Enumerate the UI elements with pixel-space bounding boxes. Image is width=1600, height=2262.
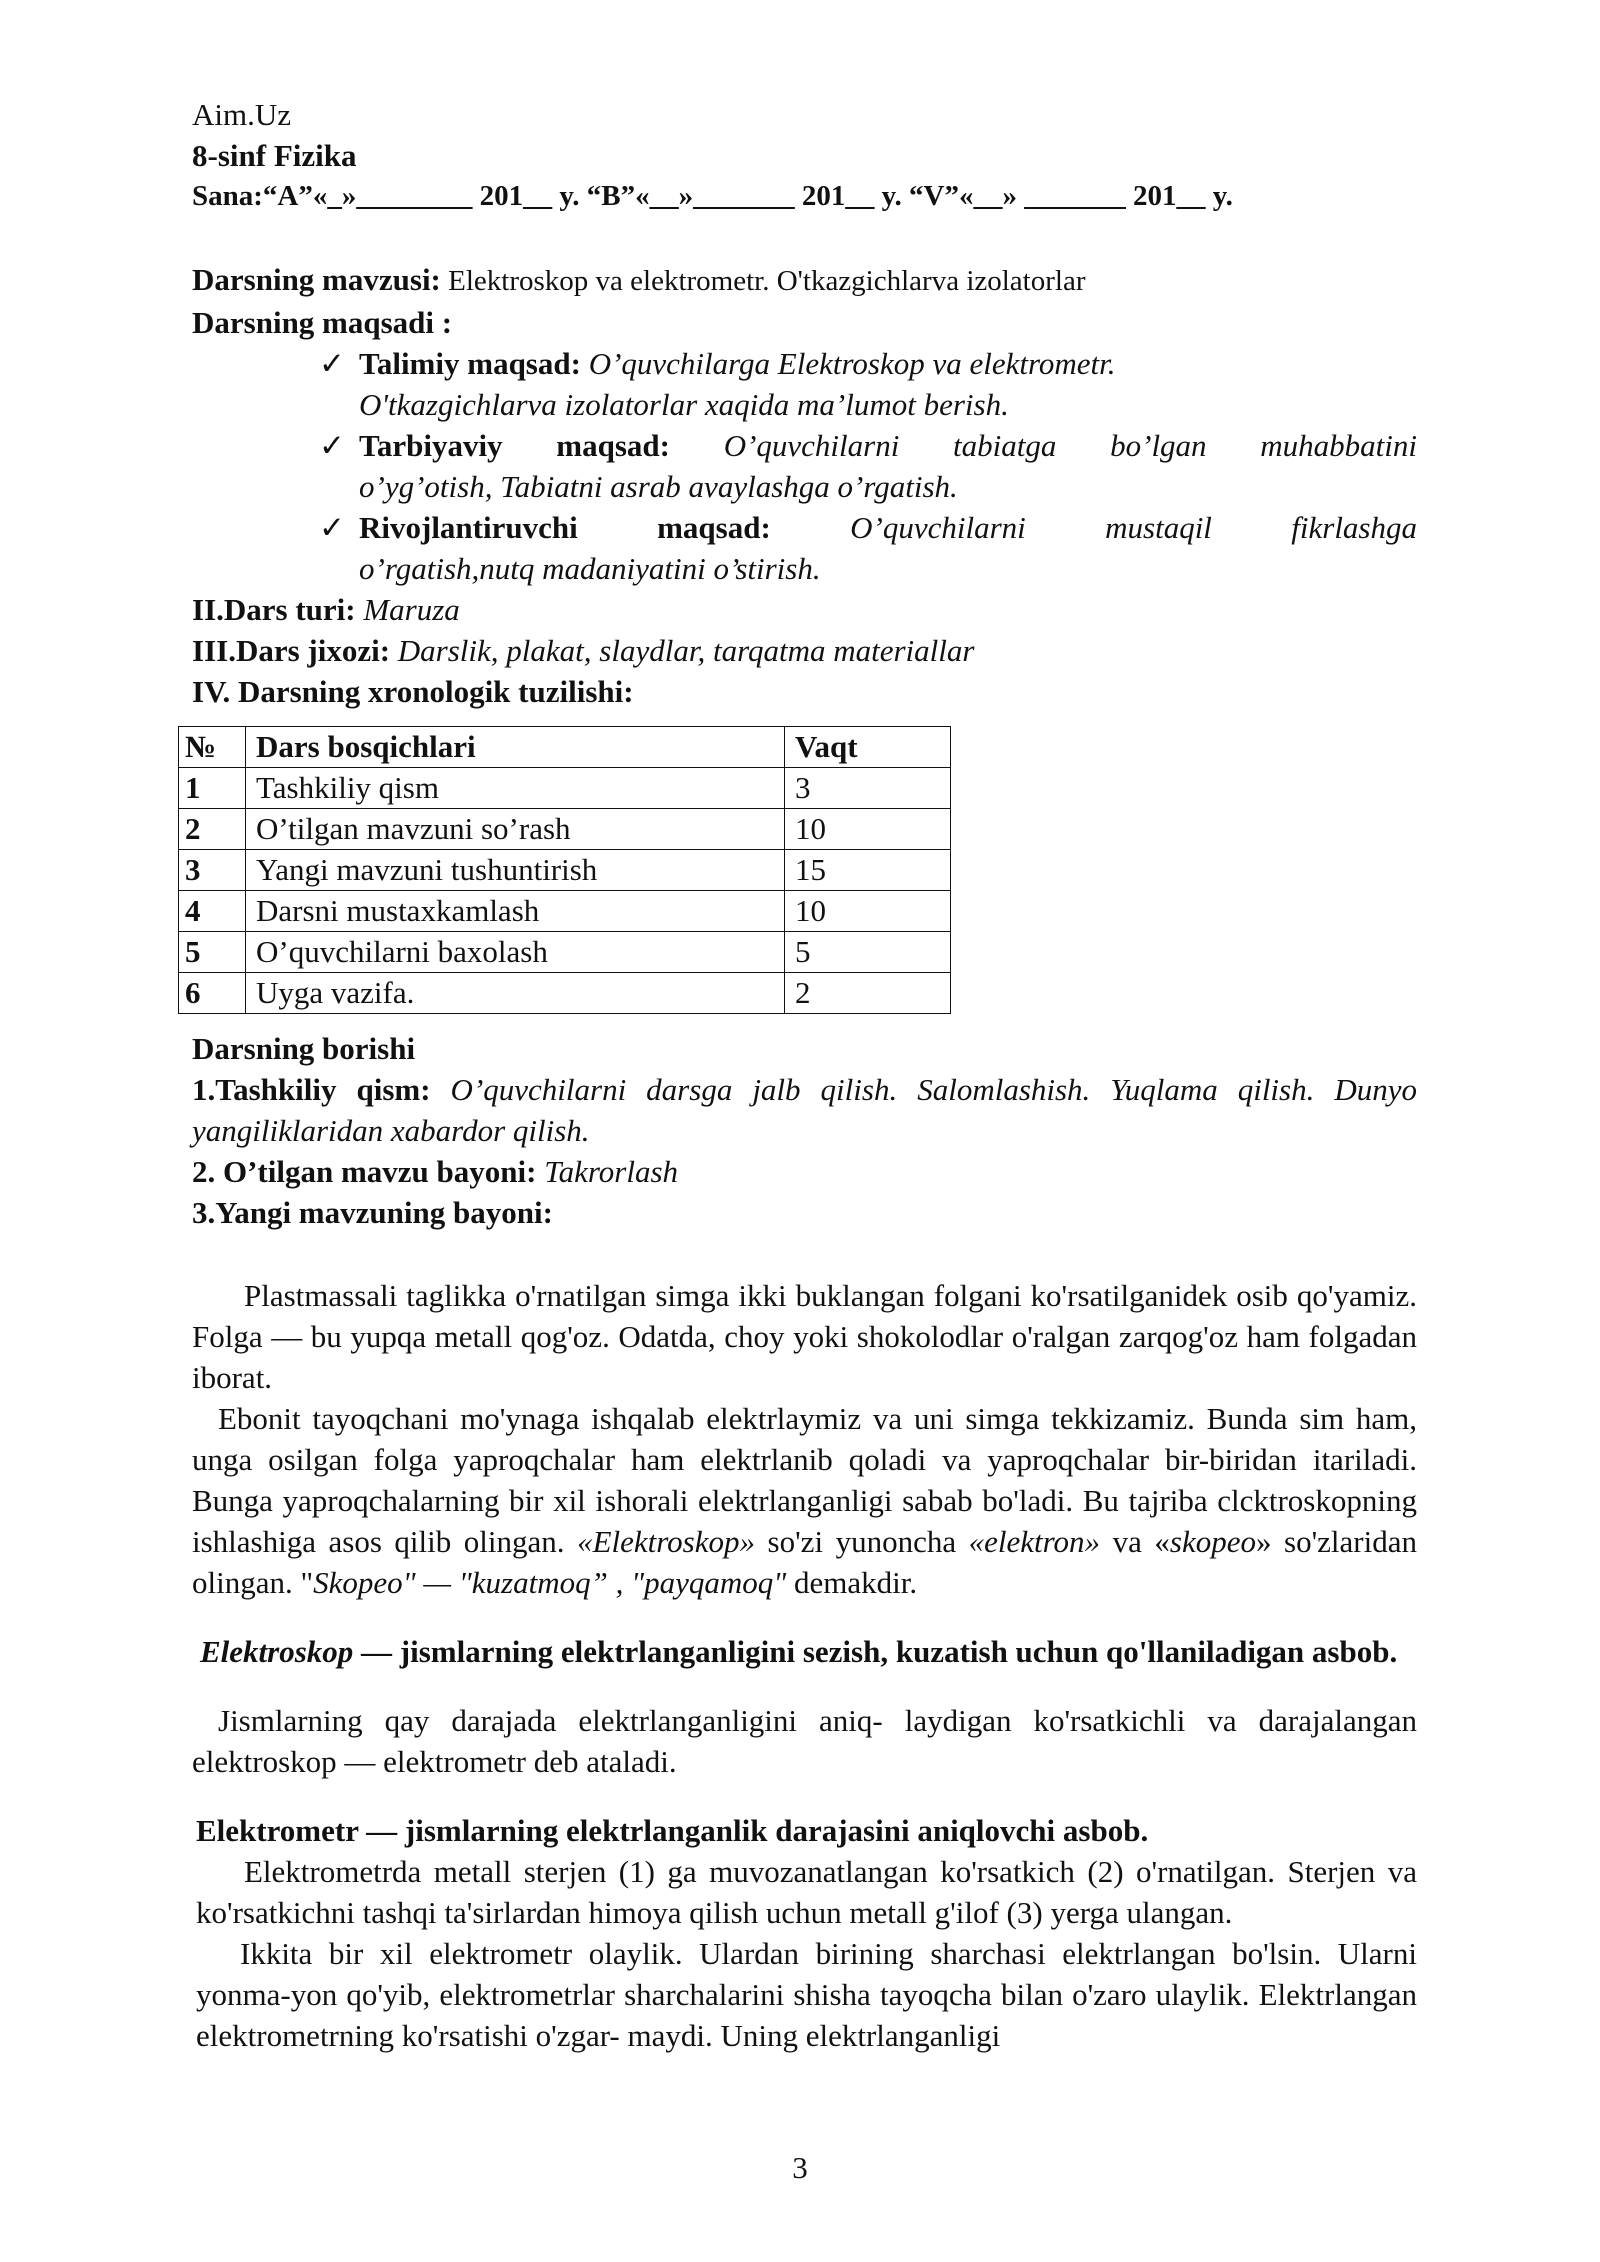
checkmark-icon: ✓ [319, 428, 345, 463]
paragraph-two-electrometers: Ikkita bir xil elektrometr olaylik. Ulardan birining sharchasi elektrlangan bo'lsin. Ularni yonma-yon qo'yib, elektrometrlar sharchalarini shisha tayoqcha bilan o'zaro ulaylik. Elektrlangan elektrometrning ko'rsatishi o'zgar- maydi. Uning elektrlanganligi [196, 1936, 1417, 2053]
org-text: O’quvchilarni darsga jalb qilish. Salomlashish. Yuqlama qilish. Dunyo yangiliklaridan xabardor qilish. [192, 1072, 1418, 1148]
paragraph-foil: Plastmassali taglikka o'rnatilgan simga ikki buklangan folgani ko'rsatilganidek osib qo'yamiz. Folga — bu yupqa metall qog'oz. Odatda, choy yoki shokolodlar o'ralgan zarqog'oz ham folgadan iborat. [192, 1278, 1417, 1395]
chronology-table [178, 726, 951, 1014]
table-cell: 15 [785, 850, 951, 891]
text-run: Ebonit tayoqchani mo'ynaga ishqalab elektrlaymiz va uni simga tekkizamiz. Bunda sim ham, unga osilgan folga yaproqchalar ham elektrlanib qoladi va yaproqchalar bir-biridan itariladi. Bunga yaproqchalarning bir xil ishorali elektrlanganligi sabab bo'ladi. Bu tajriba clcktroskopning ishlashiga asos qilib olingan. [192, 1401, 1417, 1559]
table-cell: O’quvchilarni baxolash [246, 932, 785, 973]
definition-text: — jismlarning elektrlanganligini sezish, kuzatish uchun qo'llaniladigan asbob. [353, 1634, 1398, 1669]
goal-label: Talimiy maqsad: [359, 346, 581, 381]
text-run: skopeo [1169, 1524, 1256, 1559]
previous-topic [192, 1151, 1417, 1192]
site-name: Aim.Uz [192, 97, 292, 132]
spacer [192, 1233, 1417, 1275]
spacer [192, 1603, 1417, 1631]
goals-label: Darsning maqsadi : [192, 305, 453, 340]
equipment-value: Darslik, plakat, slaydlar, tarqatma materiallar [390, 633, 975, 668]
table-cell: 2 [179, 809, 246, 850]
goal-text-cont: O'tkazgichlarva izolatorlar xaqida ma’lumot berish. [359, 387, 1009, 422]
text-run: «elektron» [968, 1524, 1101, 1559]
table-cell: 10 [785, 891, 951, 932]
goal-text: O’quvchilarni mustaqil fikrlashga [770, 510, 1417, 545]
text-run: va « [1100, 1524, 1170, 1559]
table-cell: 6 [179, 973, 246, 1014]
table-cell: Yangi mavzuni tushuntirish [246, 850, 785, 891]
definition-electrometer: Elektrometr — jismlarning elektrlanganlik darajasini aniqlovchi asbob. [196, 1813, 1149, 1848]
checkmark-icon: ✓ [319, 510, 345, 545]
table-row [179, 809, 951, 850]
equipment-label: III.Dars jixozi: [192, 633, 391, 668]
paragraph-electrometer-intro: Jismlarning qay darajada elektrlanganligini aniq- laydigan ko'rsatkichli va darajalangan elektroskop — elektrometr deb ataladi. [192, 1703, 1417, 1779]
spacer [192, 217, 1417, 259]
table-cell: 5 [179, 932, 246, 973]
table-cell: 3 [179, 850, 246, 891]
topic-label: Darsning mavzusi: [192, 262, 441, 297]
organizational-part [192, 1069, 1417, 1151]
org-label: 1.Tashkiliy qism: [192, 1072, 431, 1107]
table-row [179, 891, 951, 932]
goal-label: Tarbiyaviy maqsad: [359, 428, 670, 463]
table-header-cell: № [179, 727, 246, 768]
table-cell: Tashkiliy qism [246, 768, 785, 809]
table-cell: 2 [785, 973, 951, 1014]
text-run: Skopeo" — "kuzatmoq” , "payqamoq" [313, 1565, 787, 1600]
table-row [179, 932, 951, 973]
table-cell: 10 [785, 809, 951, 850]
text-run: «Elektroskop» [577, 1524, 755, 1559]
new-topic-label: 3.Yangi mavzuning bayoni: [192, 1195, 553, 1230]
process-label: Darsning borishi [192, 1031, 416, 1066]
table-row [179, 850, 951, 891]
table-row [179, 973, 951, 1014]
table-cell: Uyga vazifa. [246, 973, 785, 1014]
grade-subject: 8-sinf Fizika [192, 138, 357, 173]
date-line: Sana:“A”«_»________ 201__ y. “B”«__»_______ 201__ y. “V”«__» _______ 201__ y. [192, 180, 1233, 212]
goal-text-cont: o’rgatish,nutq madaniyatini o’stirish. [359, 551, 821, 586]
table-row [179, 768, 951, 809]
table-cell: 1 [179, 768, 246, 809]
text-run: demakdir. [786, 1565, 918, 1600]
table-header-row [179, 727, 951, 768]
goal-item-upbringing [319, 425, 1417, 507]
table-cell: 5 [785, 932, 951, 973]
spacer [192, 1782, 1417, 1810]
table-cell: 3 [785, 768, 951, 809]
topic-value: Elektroskop va elektrometr. O'tkazgichlarva izolatorlar [440, 265, 1086, 297]
lesson-type-value: Maruza [355, 592, 460, 627]
paragraph-electrometer-build: Elektrometrda metall sterjen (1) ga muvozanatlangan ko'rsatkich (2) o'rnatilgan. Sterjen va ko'rsatkichni tashqi ta'sirlardan himoya qilish uchun metall g'ilof (3) yerga ulangan. [196, 1854, 1417, 1930]
definition-term: Elektroskop [200, 1634, 354, 1669]
lesson-topic [192, 259, 1417, 302]
definition-electroscope [192, 1631, 1417, 1672]
paragraph-ebonite [192, 1398, 1417, 1603]
goal-item-educational [319, 343, 1417, 425]
prev-text: Takrorlash [536, 1154, 679, 1189]
goal-text: O’quvchilarni tabiatga bo’lgan muhabbatini [669, 428, 1418, 463]
goal-text: O’quvchilarga Elektroskop va elektrometr. [580, 346, 1116, 381]
lesson-equipment [192, 630, 1417, 671]
goal-label: Rivojlantiruvchi maqsad: [359, 510, 771, 545]
table-cell: Darsni mustaxkamlash [246, 891, 785, 932]
table-header-cell: Dars bosqichlari [246, 727, 785, 768]
page-number: 3 [792, 2150, 808, 2185]
lesson-type [192, 589, 1417, 630]
table-cell: 4 [179, 891, 246, 932]
prev-label: 2. O’tilgan mavzu bayoni: [192, 1154, 537, 1189]
table-cell: O’tilgan mavzuni so’rash [246, 809, 785, 850]
checkmark-icon: ✓ [319, 346, 345, 381]
text-run: so'zi yunoncha [755, 1524, 969, 1559]
goal-text-cont: o’yg’otish, Tabiatni asrab avaylashga o’rgatish. [359, 469, 958, 504]
table-header-cell: Vaqt [785, 727, 951, 768]
goal-item-developmental [319, 507, 1417, 589]
lesson-type-label: II.Dars turi: [192, 592, 356, 627]
document-page [185, 94, 1418, 2056]
spacer [192, 1672, 1417, 1700]
chronology-label: IV. Darsning xronologik tuzilishi: [192, 674, 634, 709]
text-run: » so'zlaridan olingan. " [192, 1524, 1417, 1600]
